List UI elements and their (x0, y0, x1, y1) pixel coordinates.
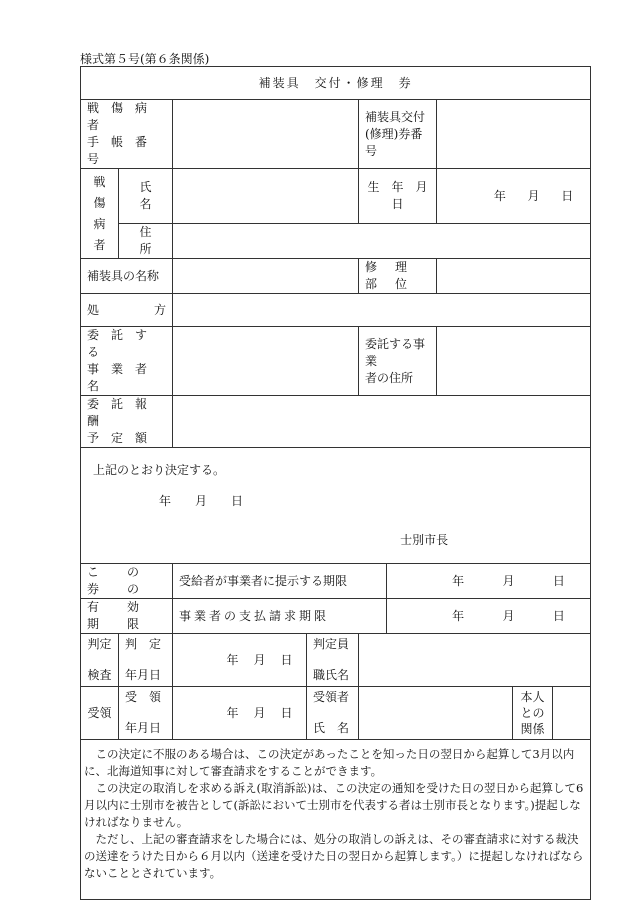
fee-label: 委 託 報 酬 予 定 額 (81, 396, 173, 448)
name-field[interactable] (173, 169, 359, 224)
contractor-address-label: 委託する事業 者の住所 (359, 327, 437, 396)
validity-label-2: 有 効 期 限 (81, 599, 173, 634)
submit-deadline-label: 受給者が事業者に提示する期限 (173, 564, 387, 599)
claim-deadline-label: 事業者の支払請求期限 (173, 599, 387, 634)
receiver-name-field[interactable] (359, 687, 513, 740)
contractor-field[interactable] (173, 327, 359, 396)
patient-label: 戦 傷 病 者 (81, 169, 119, 259)
receipt-date-label: 受 領 年月日 (119, 687, 173, 740)
claim-deadline-field[interactable]: 年 月 日 (387, 599, 591, 634)
fee-field[interactable] (173, 396, 591, 448)
notebook-number-label: 戦 傷 病 者 手 帳 番 号 (81, 100, 173, 169)
birthdate-field[interactable]: 年 月 日 (437, 169, 591, 224)
notes-section (81, 740, 591, 900)
relation-field[interactable] (553, 687, 591, 740)
judge-name-label: 判定員 職氏名 (307, 634, 359, 687)
prescription-field[interactable] (173, 294, 591, 327)
prescription-label: 処 方 (81, 294, 173, 327)
relation-label: 本人 との 関係 (513, 687, 553, 740)
voucher-number-field[interactable] (437, 100, 591, 169)
validity-label-1: こ の 券 の (81, 564, 173, 599)
decision-date[interactable]: 年 月 日 (159, 494, 244, 508)
mayor-signature: 士別市長 (400, 533, 449, 547)
birthdate-label: 生 年 月 日 (359, 169, 437, 224)
name-label: 氏 名 (119, 169, 173, 224)
submit-deadline-field[interactable]: 年 月 日 (387, 564, 591, 599)
judgement-date-label: 判 定 年月日 (119, 634, 173, 687)
voucher-form (80, 66, 591, 900)
voucher-number-label: 補装具交付 (修理)券番号 (359, 100, 437, 169)
note-exception: ただし、上記の審査請求をした場合には、処分の取消しの訴えは、その審査請求に対する裁決の送達をうけた日から６月以内（送達を受けた日の翌日から起算します。）に提起しなければならないこととされています。 (84, 832, 584, 880)
judgement-date-field[interactable]: 年 月 日 (173, 634, 307, 687)
form-number: 様式第５号(第６条関係) (80, 52, 210, 66)
judge-name-field[interactable] (359, 634, 591, 687)
notebook-number-field[interactable] (173, 100, 359, 169)
form-title: 補装具 交付・修理 券 (81, 67, 591, 100)
receipt-date-field[interactable]: 年 月 日 (173, 687, 307, 740)
receipt-label: 受領 (81, 687, 119, 740)
receiver-label: 受領者 氏 名 (307, 687, 359, 740)
repair-part-field[interactable] (437, 259, 591, 294)
decision-section (81, 448, 591, 564)
device-name-field[interactable] (173, 259, 359, 294)
note-appeal: この決定に不服のある場合は、この決定があったことを知った日の翌日から起算して3月以内に、北海道知事に対して審査請求をすることができます。 (84, 747, 575, 778)
contractor-address-field[interactable] (437, 327, 591, 396)
device-name-label: 補装具の名称 (81, 259, 173, 294)
contractor-label: 委 託 す る 事 業 者 名 (81, 327, 173, 396)
note-lawsuit: この決定の取消しを求める訴え(取消訴訟)は、この決定の通知を受けた日の翌日から起算して6月以内に士別市を被告として(訴訟において士別市を代表する者は士別市長となります。)提起しなければなりません。 (84, 781, 584, 829)
repair-part-label: 修 理 部 位 (359, 259, 437, 294)
decision-statement: 上記のとおり決定する。 (93, 463, 226, 477)
address-field[interactable] (173, 224, 591, 259)
judgement-label: 判定 検査 (81, 634, 119, 687)
address-label: 住 所 (119, 224, 173, 259)
